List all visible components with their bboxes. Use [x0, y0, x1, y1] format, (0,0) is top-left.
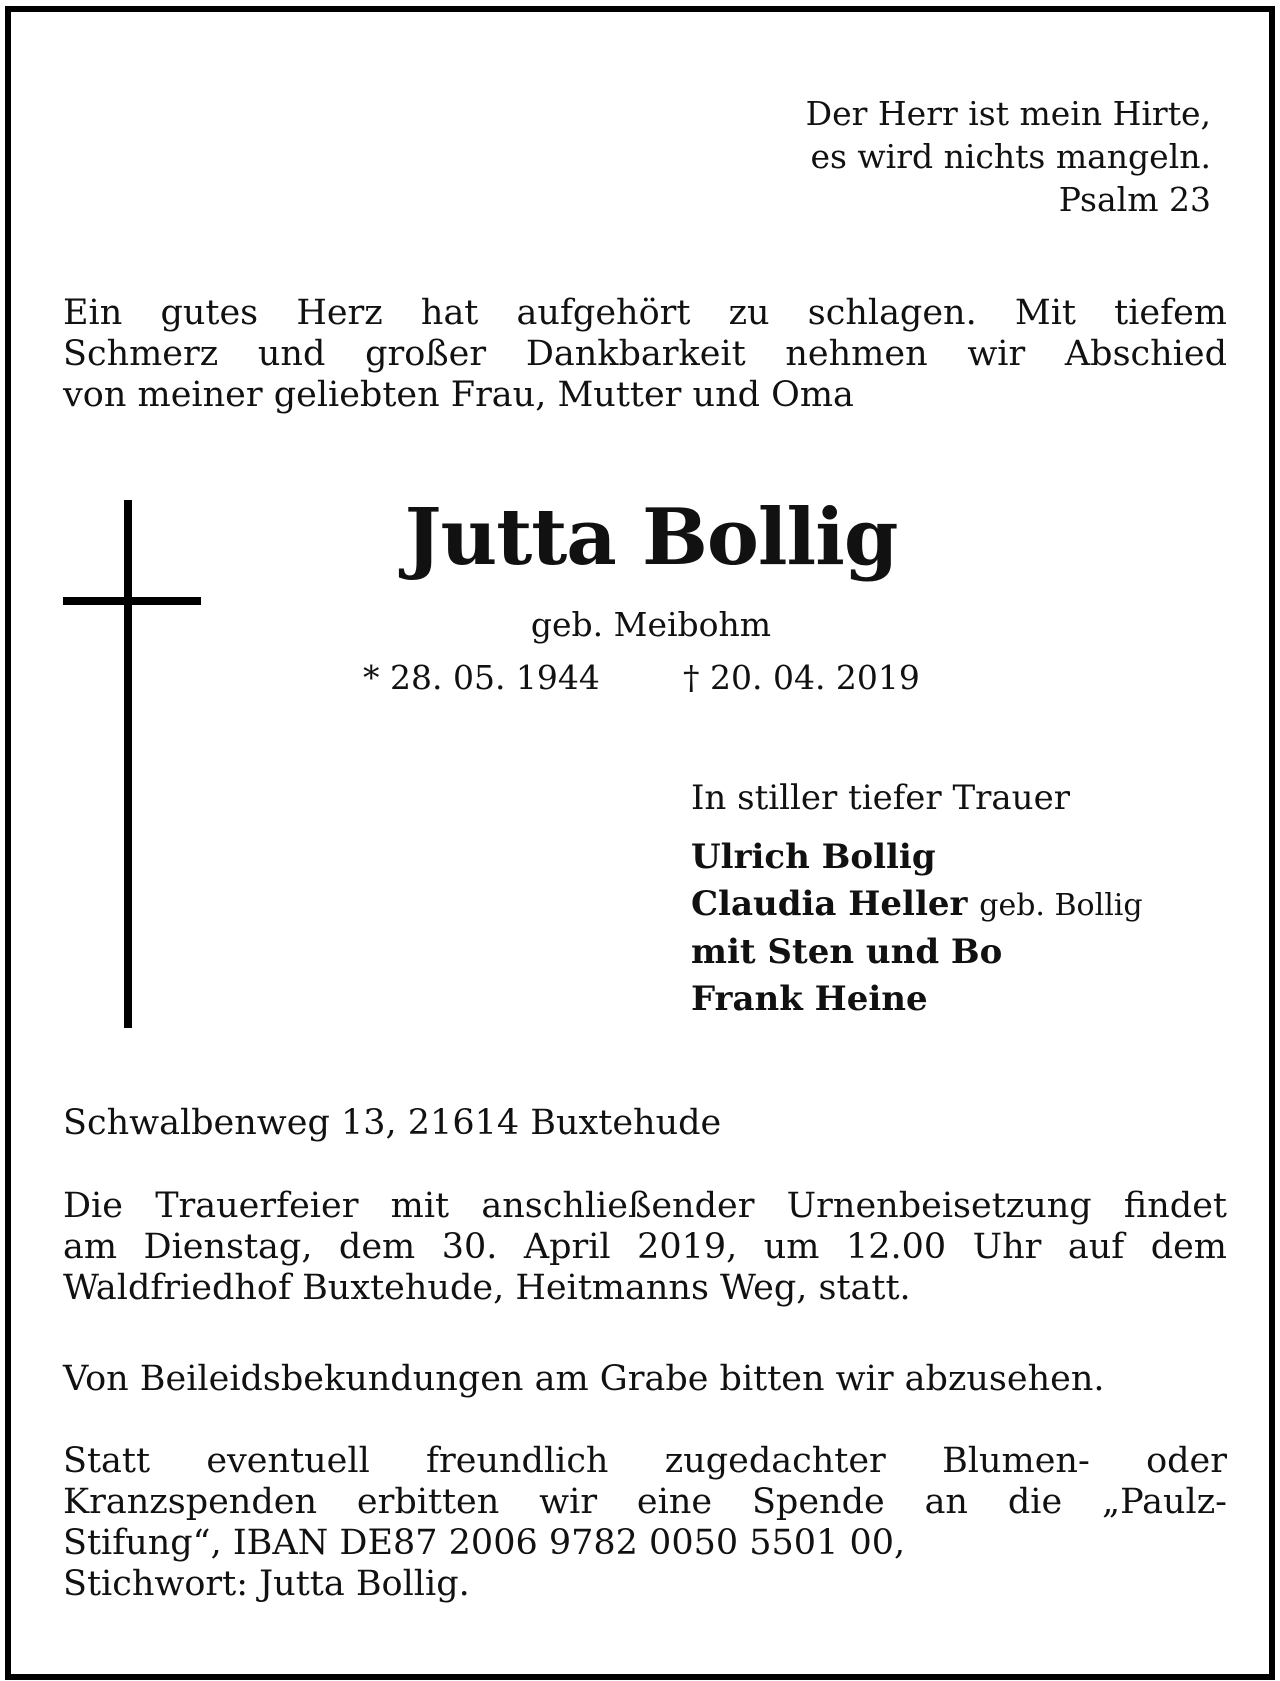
donation-line: Stifung“, IBAN DE87 2006 9782 0050 5501 00,	[63, 1523, 906, 1563]
psalm-reference: Psalm 23	[1058, 180, 1211, 219]
family-address: Schwalbenweg 13, 21614 Buxtehude	[63, 1103, 722, 1143]
donation-line: Statt eventuell freundlich zugedachter Blumen- oder	[63, 1441, 1227, 1481]
mourner-name	[691, 881, 1251, 929]
mourner-name	[691, 976, 1251, 1023]
mourner-name	[691, 834, 1251, 881]
donation-line: Kranzspenden erbitten wir eine Spende an die „Paulz-	[63, 1482, 1227, 1522]
deceased-name: Jutta Bollig	[404, 492, 898, 583]
ceremony-paragraph	[63, 1186, 1227, 1309]
intro-line: von meiner geliebten Frau, Mutter und Oma	[63, 375, 854, 415]
psalm-quote	[691, 92, 1211, 221]
mourner-maiden-note: geb. Bollig	[979, 888, 1143, 923]
cross-horizontal-bar	[63, 597, 201, 605]
mourner-name	[691, 929, 1251, 976]
mourner-name-text: Ulrich Bollig	[691, 837, 936, 877]
intro-paragraph	[63, 293, 1227, 416]
cross-vertical-bar	[124, 500, 132, 1028]
ceremony-line: Waldfriedhof Buxtehude, Heitmanns Weg, statt.	[63, 1268, 911, 1308]
mourners-heading: In stiller tiefer Trauer	[691, 778, 1070, 818]
mourners-block	[691, 776, 1251, 1023]
ceremony-line: Die Trauerfeier mit anschließender Urnenbeisetzung findet	[63, 1186, 1227, 1226]
mourner-name-text: Claudia Heller	[691, 884, 968, 924]
psalm-line: Der Herr ist mein Hirte,	[805, 94, 1211, 133]
cross-icon	[63, 500, 201, 1028]
donation-line: Stichwort: Jutta Bollig.	[63, 1564, 470, 1604]
psalm-line: es wird nichts mangeln.	[810, 137, 1211, 176]
ceremony-line: am Dienstag, dem 30. April 2019, um 12.00 Uhr auf dem	[63, 1227, 1227, 1267]
condolence-note: Von Beileidsbekundungen am Grabe bitten wir abzusehen.	[63, 1359, 1105, 1399]
birth-date: * 28. 05. 1944	[363, 658, 600, 697]
obituary-notice	[5, 6, 1275, 1680]
mourner-name-text: mit Sten und Bo	[691, 932, 1003, 972]
death-date: † 20. 04. 2019	[683, 658, 920, 697]
maiden-name: geb. Meibohm	[530, 605, 772, 644]
mourner-name-text: Frank Heine	[691, 979, 928, 1019]
donation-paragraph	[63, 1441, 1227, 1605]
intro-line: Schmerz und großer Dankbarkeit nehmen wir Abschied	[63, 334, 1227, 374]
intro-line: Ein gutes Herz hat aufgehört zu schlagen. Mit tiefem	[63, 293, 1227, 333]
